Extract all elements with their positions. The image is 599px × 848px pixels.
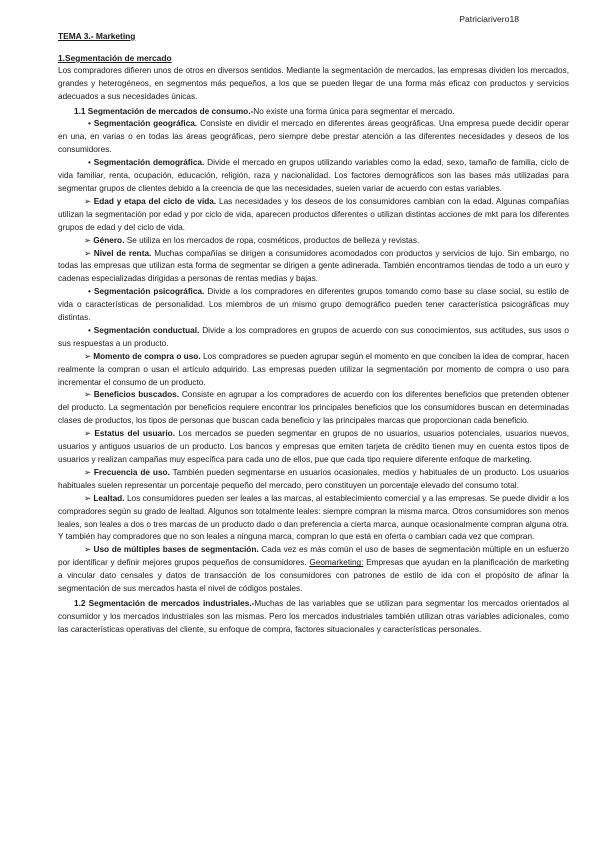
subsection-industriales-label: 1.2 Segmentación de mercados industriales.- xyxy=(74,598,255,608)
subsection-consumo xyxy=(58,106,569,119)
list-item xyxy=(58,235,569,248)
arrow-bullet-icon: ➢ xyxy=(84,390,91,400)
item-label: Beneficios buscados. xyxy=(93,390,180,400)
item-label: Segmentación psicográfica. xyxy=(93,287,205,297)
geomarketing-text: Empresas que ayudan en la planificación de marketing a vincular dato censales y datos de transacción de los consumidores con patrones de estilo de ida con el propósito de afinar la segmentación de sus mercados hasta el nivel de códigos postales. xyxy=(58,558,569,594)
subsection-industriales-text: Muchas de las variables que se utilizan para segmentar los mercados orientados al consumidor y los mercados industriales son las mismas. Pero los mercados industriales también utilizan otras variables adicionales, como las características operativas del cliente, su enfoque de compra, factores situacionales y características personales. xyxy=(58,598,569,634)
arrow-bullet-icon: ➢ xyxy=(84,545,91,555)
item-text: Divide el mercado en grupos utilizando variables como la edad, sexo, tamaño de familia, ciclo de vida familiar, renta, ocupación, educación, religión, raza y nacionalidad. Los factores demográficos son las bases más utilizadas para segmentar grupos de clientes debido a la creencia de que las necesidades, suelen variar de acuerdo con estas variables. xyxy=(58,158,570,193)
bullet-icon: • xyxy=(88,119,91,129)
item-label: Uso de múltiples bases de segmentación. xyxy=(93,545,259,555)
item-label: Edad y etapa del ciclo de vida. xyxy=(93,196,217,206)
bullet-icon: • xyxy=(88,287,91,297)
item-text: Divide a los compradores en grupos de acuerdo con sus conocimientos, sus actitudes, sus usos o sus respuestas a un producto. xyxy=(58,325,569,348)
arrow-bullet-icon: ➢ xyxy=(84,351,91,361)
arrow-bullet-icon: ➢ xyxy=(84,493,91,503)
list-item xyxy=(58,248,569,287)
item-label: Lealtad. xyxy=(93,493,125,503)
author-header: Patriciarivero18 xyxy=(459,14,519,24)
item-text: Divide a los compradores en diferentes grupos tomando como base su clase social, su estilo de vida o características de personalidad. Los miembros de un mismo grupo demográfico pueden tener característica psicográficas muy distintas. xyxy=(58,287,569,323)
list-item xyxy=(58,286,569,325)
item-label: Segmentación geográfica. xyxy=(93,119,198,129)
document-title: TEMA 3.- Marketing xyxy=(58,31,136,41)
list-item xyxy=(58,467,569,493)
list-item-multiples xyxy=(58,544,569,596)
arrow-bullet-icon: ➢ xyxy=(84,429,91,439)
item-label: Segmentación conductual. xyxy=(93,325,200,335)
subsection-consumo-text: No existe una forma única para segmentar el mercado. xyxy=(253,106,455,116)
item-text: Cada vez es más común el uso de bases de segmentación múltiple en un esfuerzo por identificar y definir mejores grupos pequeños de consumidores. xyxy=(58,545,569,568)
arrow-bullet-icon: ➢ xyxy=(84,248,91,258)
arrow-bullet-icon: ➢ xyxy=(84,235,91,245)
item-text: Consiste en agrupar a los compradores de acuerdo con los diferentes beneficios que pretenden obtener del producto. La segmentación por beneficios requiere encontrar los principales beneficios que los consumidores buscan en determinadas clases de productos, los tipos de personas que buscan cada beneficio y las principales marcas que proporcionan cada beneficio. xyxy=(58,390,569,426)
list-item xyxy=(58,351,569,390)
subsection-industriales xyxy=(58,598,569,637)
item-text: Las necesidades y los deseos de los consumidores cambian con la edad. Algunas compañías utilizan la segmentación por edad y por ciclo de vida, aparecen productos diferentes o utilizan distintas acciones de mkt para los diferentes grupos de edad y del ciclo de vida. xyxy=(58,196,569,232)
section-heading: 1.Segmentación de mercado xyxy=(58,52,172,63)
item-text: También pueden segmentarse en usuarios ocasionales, medios y habituales de un producto. Los usuarios habituales suelen representar un porcentaje pequeño del mercado, pero constituyen un porcentaje elevado del consumo total. xyxy=(58,467,570,490)
list-item xyxy=(58,196,569,235)
item-label: Género. xyxy=(93,235,125,245)
item-label: Segmentación demográfica. xyxy=(93,158,205,168)
item-text: Los mercados se pueden segmentar en grupos de no usuarios, usuarios potenciales, usuarios nuevos, usuarios y antiguos usuarios de un producto. Los bancos y empresas que emiten tarjeta de crédito tienen muy en cuenta estos tipos de usuarios y realizan campañas muy específica para cada uno de ellos, pue que cada tipo requiere diferente enfoque de marketing. xyxy=(58,429,570,464)
item-label: Frecuencia de uso. xyxy=(93,467,170,477)
arrow-bullet-icon: ➢ xyxy=(84,196,91,206)
list-item xyxy=(58,118,569,157)
item-text: Muchas compañías se dirigen a consumidores acomodados con productos y servicios de lujo. Sin embargo, no todas las empresas que utilizan esta forma de segmentar se dirigen a gente adinerada. También encontramos tiendas de todo a un euro y cadenas especializadas dirigidas a personas de rentas medias y bajas. xyxy=(58,248,570,284)
item-label: Nivel de renta. xyxy=(93,248,152,258)
item-text: Consiste en dividir el mercado en diferentes áreas geográficas. Una empresa puede decidir operar en una, en varias o en todas las áreas geográficas, pero siempre debe prestar atención a las diferentes necesidades y deseos de los consumidores. xyxy=(58,119,569,155)
bullet-icon: • xyxy=(88,158,91,168)
list-item xyxy=(58,389,569,428)
section-intro: Los compradores difieren unos de otros en diversos sentidos. Mediante la segmentación de mercados, las empresas dividen los mercados, grandes y heterogéneos, en segmentos más pequeños, a los que se pueden llegar de una forma más eficaz con productos y servicios adecuados a sus necesidades únicas. xyxy=(58,65,569,101)
list-item xyxy=(58,325,569,351)
geomarketing-term: Geomarketing: xyxy=(309,558,364,568)
item-text: Los compradores se pueden agrupar según el momento en que conciben la idea de comprar, hacen realmente la compran o usan el artículo adquirido. Las empresas pueden utilizar la segmentación por momento de compra o uso para incrementar el consumo de un producto. xyxy=(58,351,569,387)
item-label: Momento de compra o uso. xyxy=(93,351,201,361)
item-label: Estatus del usuario. xyxy=(94,429,175,439)
item-text: Se utiliza en los mercados de ropa, cosméticos, productos de belleza y revistas. xyxy=(124,235,420,245)
list-item xyxy=(58,493,569,545)
bullet-icon: • xyxy=(88,325,91,335)
subsection-consumo-label: 1.1 Segmentación de mercados de consumo.- xyxy=(74,106,254,116)
item-text: Los consumidores pueden ser leales a las marcas, al establecimiento comercial y a las empresas. Se puede dividir a los compradores según su grado de lealtad. Algunos son totalmente leales: siempre compran la misma marca. Otros consumidores son menos leales, son leales a dos o tres marcas de un producto dado o dan preferencia a cierta marca, aunque ocasionalmente compran alguna otra. Y también hay compradores que no son leales a ninguna marca, compran lo que está en oferta o cambian cada vez que compran. xyxy=(58,493,569,542)
arrow-bullet-icon: ➢ xyxy=(84,467,91,477)
list-item xyxy=(58,157,569,196)
list-item xyxy=(58,428,569,467)
